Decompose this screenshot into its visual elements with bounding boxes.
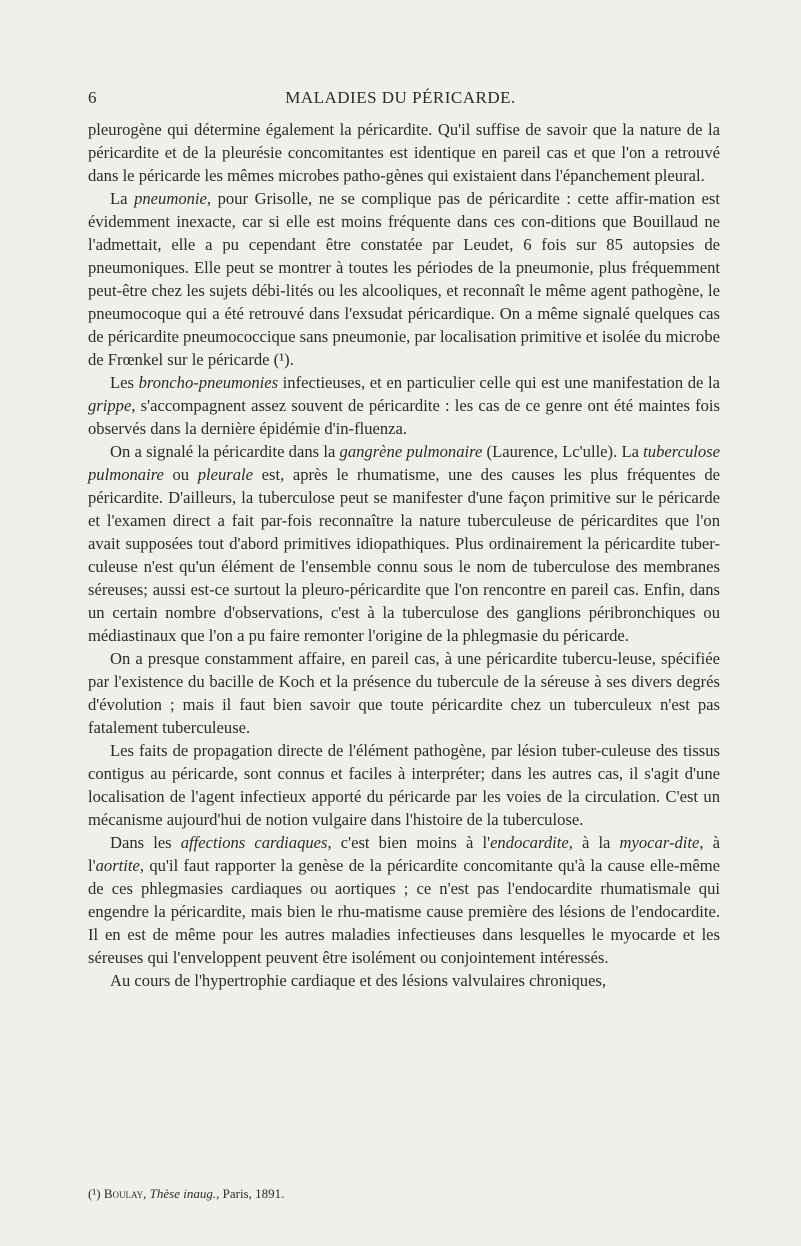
italic-term: pleurale — [197, 465, 254, 484]
text-run: est, après le rhumatisme, une des causes les plus fréquentes de péricardite. D'ailleurs, la tuberculose peut se manifester d'une façon primitive sur le péricarde et l'examen direct a fait par-fois reconnaître la nature tuberculeuse de péricardites que l'on avait supposées tout d'abord primitives idiopathiques. Plus ordinairement la péricardite tuber-culeuse n'est qu'un élément de l'ensemble connu sous le nom de tuberculose des membranes séreuses; aussi est-ce surtout la pleuro-péricardite que l'on rencontre en pareil cas. Enfin, dans un certain nombre d'observations, c'est à la tuberculose des ganglions péribronchiques ou médiastinaux que l'on a pu faire remonter l'origine de la phlegmasie du péricarde. — [88, 465, 720, 645]
italic-term: endocardite — [490, 833, 569, 852]
italic-term: pneumonie — [134, 189, 207, 208]
footnote: (¹) Boulay, Thèse inaug., Paris, 1891. — [88, 1186, 285, 1201]
text-run: , à l' — [88, 833, 720, 875]
footnote-marker: (¹) — [88, 1186, 101, 1201]
running-title: MALADIES DU PÉRICARDE. — [285, 88, 516, 107]
paragraph — [88, 739, 720, 831]
text-run: (Laurence, Lc'ulle). La — [482, 442, 644, 461]
paragraph — [88, 831, 720, 969]
text-run: On a signalé la péricardite dans la — [110, 442, 340, 461]
body-text — [88, 118, 720, 992]
paragraph — [88, 440, 720, 647]
italic-term: aortite — [95, 856, 140, 875]
text-run: , pour Grisolle, ne se complique pas de péricardite : cette affir-mation est évidemment inexacte, car si elle est moins fréquente dans ces con-ditions que Bouillaud ne l'admettait, elle a pu cependant être constatée par Leudet, 6 fois sur 85 autopsies de pneumoniques. Elle peut se montrer à toutes les périodes de la pneumonie, plus fréquemment peut-être chez les sujets débi-lités ou les alcooliques, et reconnaît le même agent pathogène, le pneumocoque qui a été retrouvé dans l'exsudat péricardique. On a même signalé quelques cas de péricardite pneumococcique sans pneumonie, par localisation primitive et isolée du microbe de Frœnkel sur le péricarde (¹). — [88, 189, 720, 369]
text-run: Les faits de propagation directe de l'élément pathogène, par lésion tuber-culeuse des tissus contigus au péricarde, sont connus et faciles à interpréter; dans les autres cas, il s'agit d'une localisation de l'agent infectieux apporté du péricarde par les voies de la circulation. C'est un mécanisme aujourd'hui de notion vulgaire dans l'histoire de la tuberculose. — [88, 741, 720, 829]
text-run: , c'est bien moins à l' — [327, 833, 491, 852]
text-run: La — [110, 189, 135, 208]
text-run: , qu'il faut rapporter la genèse de la péricardite concomitante qu'à la cause elle-même de ces phlegmasies cardiaques ou aortiques ; ce n'est pas l'endocardite rhumatismale qui engendre la péricardite, mais bien le rhu-matisme cause première des lésions de l'endocardite. Il en est de même pour les autres maladies infectieuses dans lesquelles le myocarde et les séreuses qui l'enveloppent peuvent être isolément ou conjointement intéressés. — [88, 856, 720, 967]
paragraph — [88, 647, 720, 739]
paragraph — [88, 969, 720, 992]
footnote-work: Thèse inaug. — [149, 1186, 217, 1201]
text-run: Dans les — [110, 833, 181, 852]
text-run: pleurogène qui détermine également la péricardite. Qu'il suffise de savoir que la nature de la péricardite et de la pleurésie concomitantes est identique en pareil cas et que l'on a retrouvé dans le péricarde les mêmes microbes patho-gènes qui existaient dans l'épanchement pleural. — [88, 120, 720, 185]
italic-term: myocar-dite — [619, 833, 700, 852]
italic-term: affections cardiaques — [180, 833, 328, 852]
text-run: infectieuses, et en particulier celle qui est une manifestation de la — [278, 373, 720, 392]
text-run: , s'accompagnent assez souvent de péricardite : les cas de ce genre ont été maintes fois observés dans la dernière épidémie d'in-fluenza. — [88, 396, 720, 438]
text-run: ou — [163, 465, 198, 484]
footnote-author: Boulay — [103, 1186, 144, 1201]
paragraph — [88, 371, 720, 440]
paragraph — [88, 187, 720, 371]
page-number: 6 — [88, 88, 97, 107]
text-run: Au cours de l'hypertrophie cardiaque et des lésions valvulaires chroniques, — [110, 971, 607, 990]
paragraph — [88, 118, 720, 187]
text-run: Les — [110, 373, 139, 392]
italic-term: broncho-pneumonies — [138, 373, 279, 392]
footnote-rest: , Paris, 1891. — [216, 1186, 285, 1201]
text-run: , à la — [568, 833, 620, 852]
text-run: On a presque constamment affaire, en pareil cas, à une péricardite tubercu-leuse, spécifiée par l'existence du bacille de Koch et la présence du tubercule de la séreuse à ses divers degrés d'évolution ; mais il faut bien savoir que toute péricardite chez un tuberculeux n'est pas fatalement tuberculeuse. — [88, 649, 720, 737]
italic-term: gangrène pulmonaire — [339, 442, 483, 461]
italic-term: tuberculose pulmonaire — [88, 442, 720, 484]
italic-term: grippe — [88, 396, 132, 415]
